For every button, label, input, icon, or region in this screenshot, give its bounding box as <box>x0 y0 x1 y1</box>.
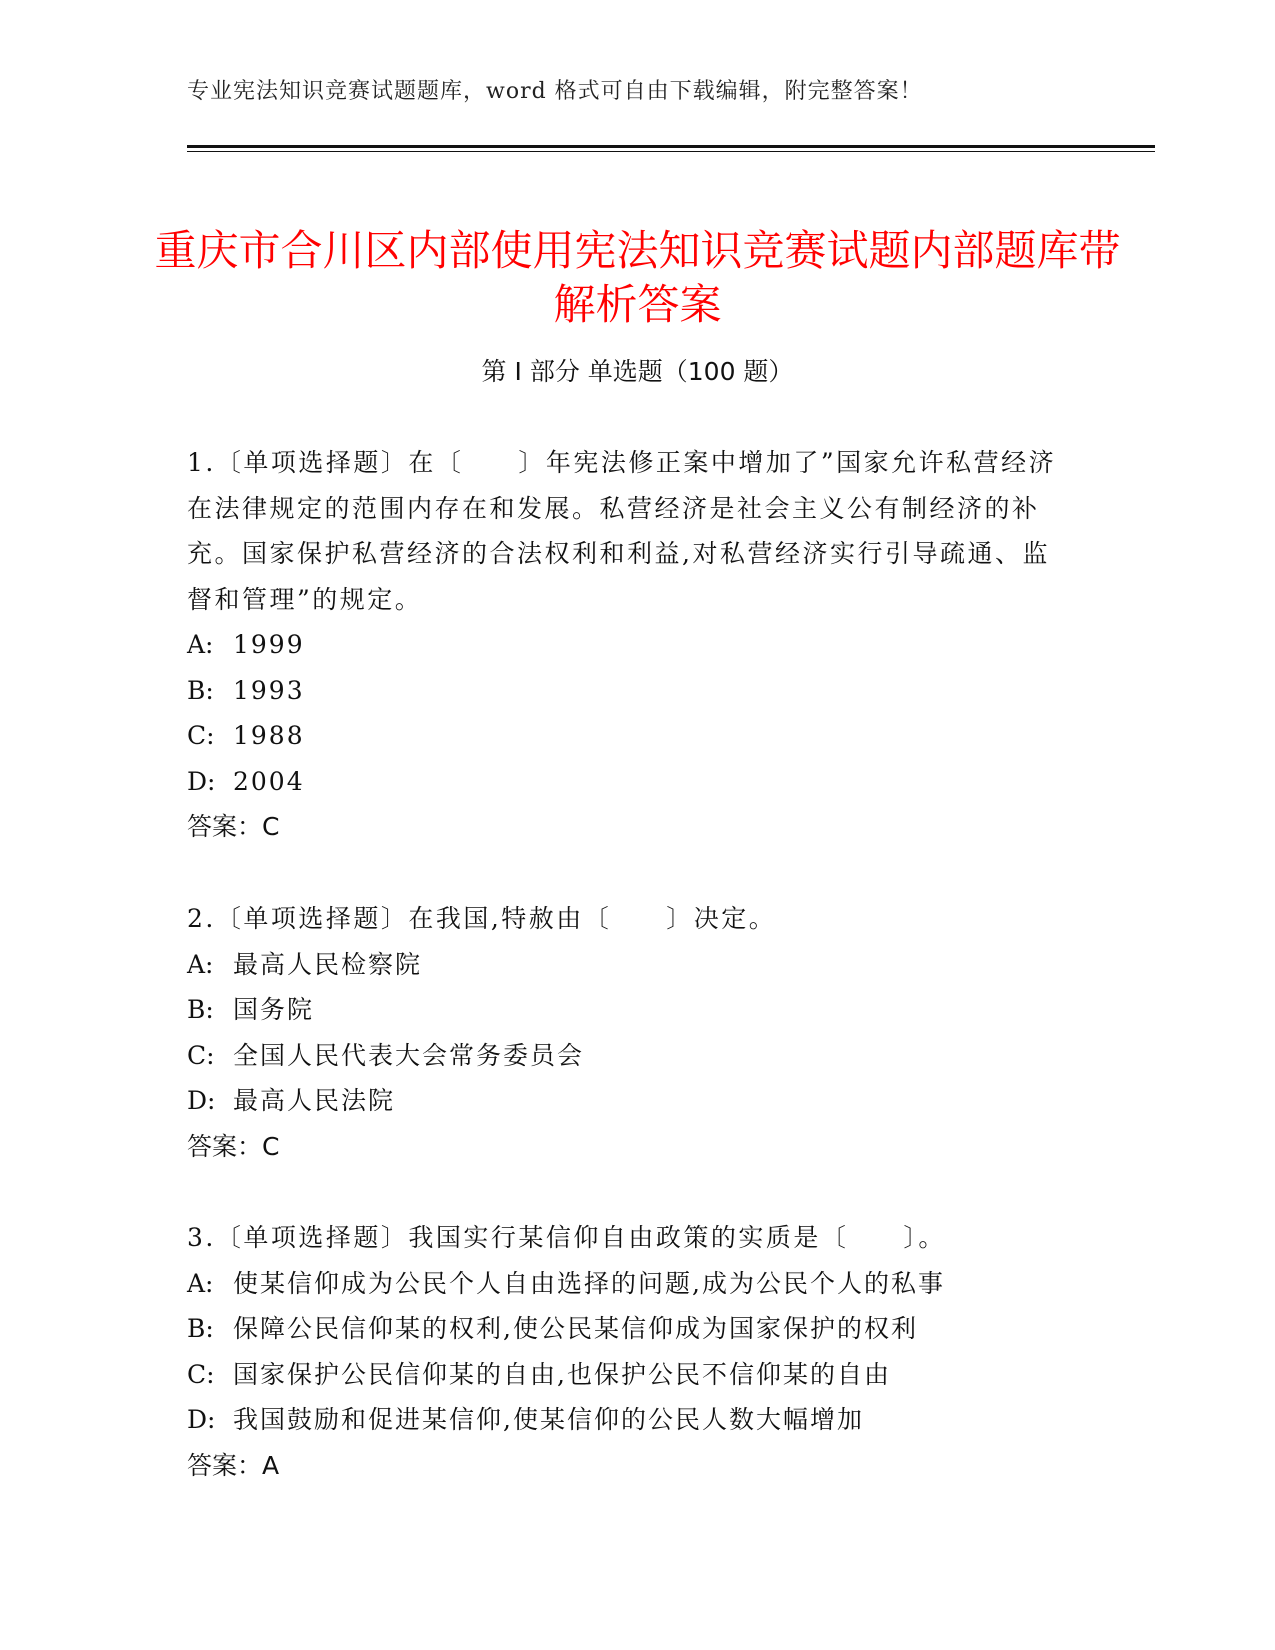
option-b <box>187 1306 1067 1352</box>
option-letter: D: <box>187 1405 216 1434</box>
option-b <box>187 668 1067 714</box>
option-letter: B: <box>187 675 214 705</box>
option-a <box>187 1261 1067 1307</box>
document-title: 重庆市合川区内部使用宪法知识竞赛试题内部题库带解析答案 <box>154 226 1121 330</box>
option-letter: A: <box>187 949 214 979</box>
option-letter: B: <box>187 1314 214 1343</box>
option-text: 使某信仰成为公民个人自由选择的问题,成为公民个人的私事 <box>233 1268 945 1298</box>
question-1 <box>187 440 1067 850</box>
option-text: 保障公民信仰某的权利,使公民某信仰成为国家保护的权利 <box>233 1314 918 1343</box>
option-text: 1999 <box>233 630 305 659</box>
option-text: 我国鼓励和促进某信仰,使某信仰的公民人数大幅增加 <box>233 1405 864 1434</box>
option-text: 1988 <box>233 721 305 750</box>
option-letter: C: <box>187 1359 215 1389</box>
option-c <box>187 1033 1067 1079</box>
option-c <box>187 713 1067 759</box>
option-letter: A: <box>187 630 214 659</box>
option-d <box>187 1397 1067 1443</box>
header-divider-thin <box>187 151 1155 152</box>
option-text: 最高人民法院 <box>233 1086 396 1115</box>
option-c <box>187 1352 1067 1398</box>
option-letter: D: <box>187 766 216 796</box>
option-b <box>187 987 1067 1033</box>
header-divider-thick <box>187 145 1155 148</box>
question-3 <box>187 1215 1067 1488</box>
question-stem: 2.〔单项选择题〕在我国,特赦由〔 〕决定。 <box>187 904 777 933</box>
option-letter: B: <box>187 995 214 1024</box>
question-stem: 1.〔单项选择题〕在〔 〕年宪法修正案中增加了”国家允许私营经济在法律规定的范围内存在和发展。私营经济是社会主义公有制经济的补充。国家保护私营经济的合法权利和利益,对私营经济实行引导疏通、监督和管理”的规定。 <box>187 448 1057 614</box>
question-stem: 3.〔单项选择题〕我国实行某信仰自由政策的实质是〔 〕。 <box>187 1223 946 1252</box>
option-letter: D: <box>187 1086 216 1115</box>
question-2 <box>187 896 1067 1169</box>
option-text: 国家保护公民信仰某的自由,也保护公民不信仰某的自由 <box>233 1359 891 1389</box>
answer: 答案：C <box>187 1131 280 1161</box>
option-a <box>187 622 1067 668</box>
option-text: 2004 <box>233 766 305 796</box>
option-a <box>187 942 1067 988</box>
answer: 答案：C <box>187 812 280 841</box>
header-note: 专业宪法知识竞赛试题题库，word 格式可自由下载编辑，附完整答案！ <box>187 79 923 104</box>
option-text: 1993 <box>233 675 305 705</box>
option-text: 最高人民检察院 <box>233 949 423 979</box>
option-text: 国务院 <box>233 995 315 1024</box>
option-d <box>187 1078 1067 1124</box>
section-heading: 第 I 部分 单选题（100 题） <box>481 357 794 386</box>
answer: 答案：A <box>187 1450 280 1480</box>
option-letter: C: <box>187 721 215 750</box>
option-d <box>187 759 1067 805</box>
option-letter: C: <box>187 1040 215 1070</box>
option-letter: A: <box>187 1268 214 1298</box>
option-text: 全国人民代表大会常务委员会 <box>233 1040 585 1070</box>
